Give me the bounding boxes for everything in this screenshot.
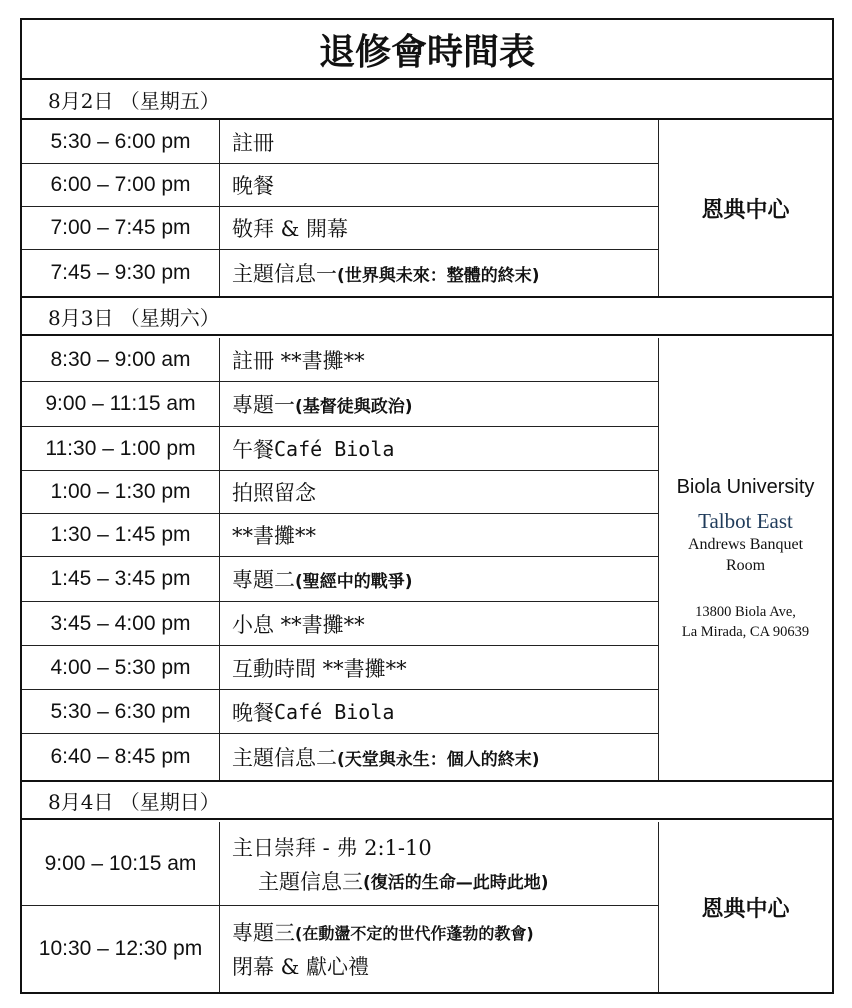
- event-text: 主日崇拜 - 弗 2:1-10: [232, 835, 432, 860]
- event-text: 午餐: [232, 437, 274, 462]
- venue-room: [688, 534, 803, 576]
- table-row: [22, 602, 658, 646]
- event-cell: [232, 207, 658, 249]
- event-text: 主題信息一: [232, 262, 337, 286]
- time-cell: 3:45 – 4:00 pm: [22, 602, 220, 645]
- event-cell: [232, 338, 658, 381]
- venue-room-line: Room: [725, 557, 766, 574]
- time-cell: 6:00 – 7:00 pm: [22, 164, 220, 206]
- event-cell: [232, 514, 658, 556]
- venue-cell-grace-center: [658, 822, 832, 992]
- event-cell: [232, 646, 658, 689]
- event-text: 專題三: [232, 921, 295, 945]
- time-cell: 1:30 – 1:45 pm: [22, 514, 220, 556]
- event-subtitle: (復活的生命—此時此地): [363, 873, 549, 893]
- event-subtitle: (世界與未來：整體的終末): [337, 265, 540, 286]
- time-cell: 6:40 – 8:45 pm: [22, 734, 220, 780]
- venue-name: 恩典中心: [701, 197, 790, 223]
- table-row: [22, 557, 658, 602]
- event-line: [232, 864, 658, 898]
- venue-university: Biola University: [676, 476, 815, 498]
- event-cell: [232, 557, 658, 601]
- venue-cell-biola: [658, 338, 832, 780]
- page-title: 退修會時間表: [22, 20, 832, 80]
- schedule-sheet: [20, 18, 834, 994]
- event-text: 註冊 **書攤**: [232, 348, 365, 373]
- time-cell: 7:45 – 9:30 pm: [22, 250, 220, 296]
- table-row: [22, 382, 658, 427]
- time-cell: 7:00 – 7:45 pm: [22, 207, 220, 249]
- event-cell: [232, 602, 658, 645]
- event-line: [232, 949, 658, 983]
- event-text: 互動時間 **書攤**: [232, 656, 407, 681]
- time-cell: 5:30 – 6:30 pm: [22, 690, 220, 733]
- event-text: 註冊: [232, 130, 274, 155]
- venue-address-line: 13800 Biola Ave,: [695, 604, 796, 620]
- event-text: 專題一: [232, 393, 295, 417]
- time-cell: 1:45 – 3:45 pm: [22, 557, 220, 601]
- venue-name: 恩典中心: [701, 896, 790, 922]
- venue-cell-grace-center: [658, 120, 832, 296]
- event-text: 閉幕 & 獻心禮: [232, 955, 370, 979]
- event-cell: [232, 822, 658, 905]
- event-cell: [232, 471, 658, 513]
- event-text: 晚餐: [232, 700, 274, 725]
- event-text: 小息 **書攤**: [232, 612, 365, 637]
- table-row: [22, 906, 658, 992]
- table-row: [22, 427, 658, 471]
- event-subtitle: (天堂與永生：個人的終末): [337, 749, 540, 770]
- time-cell: 4:00 – 5:30 pm: [22, 646, 220, 689]
- event-cell: [232, 164, 658, 206]
- table-row: [22, 120, 658, 164]
- table-row: [22, 250, 658, 296]
- table-row: [22, 822, 658, 906]
- day-header-aug-3: 8月3日 （星期六）: [22, 296, 832, 336]
- event-line: [232, 830, 658, 864]
- event-cell: [232, 690, 658, 733]
- venue-address-line: La Mirada, CA 90639: [681, 624, 810, 640]
- event-cell: [232, 250, 658, 296]
- table-row: [22, 690, 658, 734]
- event-cell: [232, 734, 658, 780]
- time-cell: 10:30 – 12:30 pm: [22, 906, 220, 992]
- event-location: Café Biola: [274, 699, 395, 724]
- event-text: 敬拜 & 開幕: [232, 217, 349, 241]
- event-line: [232, 915, 658, 949]
- venue-room-line: Andrews Banquet: [687, 536, 804, 553]
- day-header-aug-4: 8月4日 （星期日）: [22, 780, 832, 820]
- table-row: [22, 338, 658, 382]
- table-row: [22, 734, 658, 780]
- time-cell: 1:00 – 1:30 pm: [22, 471, 220, 513]
- event-cell: [232, 120, 658, 163]
- table-row: [22, 207, 658, 250]
- table-row: [22, 514, 658, 557]
- event-subtitle: (在動盪不定的世代作蓬勃的教會): [295, 923, 534, 943]
- event-subtitle: (基督徒與政治): [295, 396, 413, 417]
- event-subtitle: (聖經中的戰爭): [295, 571, 413, 592]
- event-location: Café Biola: [274, 436, 395, 461]
- table-row: [22, 164, 658, 207]
- venue-address: [682, 602, 809, 642]
- event-text: **書攤**: [232, 524, 316, 548]
- time-cell: 5:30 – 6:00 pm: [22, 120, 220, 163]
- event-cell: [232, 427, 658, 470]
- event-cell: [232, 906, 658, 992]
- event-text: 拍照留念: [232, 481, 316, 505]
- table-row: [22, 471, 658, 514]
- time-cell: 8:30 – 9:00 am: [22, 338, 220, 381]
- event-text: 晚餐: [232, 174, 274, 198]
- event-text: 專題二: [232, 568, 295, 592]
- event-text: 主題信息二: [232, 746, 337, 770]
- event-cell: [232, 382, 658, 426]
- table-row: [22, 646, 658, 690]
- day-header-aug-2: 8月2日 （星期五）: [22, 80, 832, 120]
- event-text: 主題信息三: [258, 869, 363, 894]
- time-cell: 9:00 – 10:15 am: [22, 822, 220, 905]
- time-cell: 9:00 – 11:15 am: [22, 382, 220, 426]
- venue-building: Talbot East: [698, 509, 793, 533]
- time-cell: 11:30 – 1:00 pm: [22, 427, 220, 470]
